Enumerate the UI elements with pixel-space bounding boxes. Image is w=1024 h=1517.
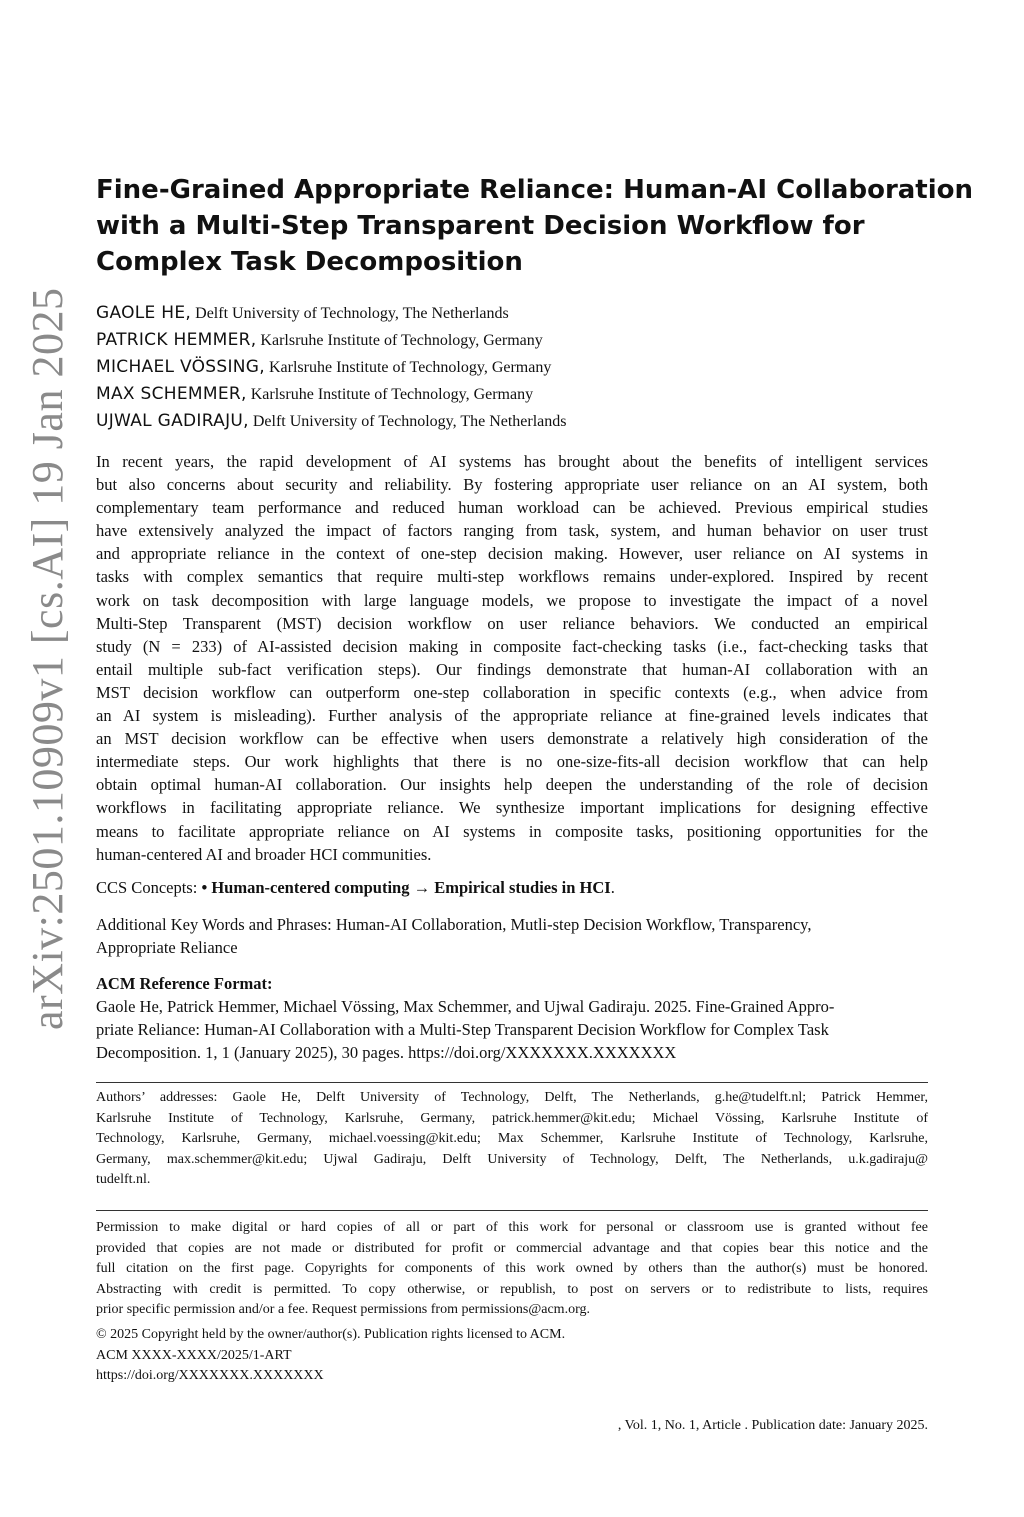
abstract-line: tasks with complex semantics that require multi-step workflows remains under-explored. Inspired by recent <box>96 567 928 587</box>
address-line: Technology, Karlsruhe, Germany, michael.voessing@kit.edu; Max Schemmer, Karlsruhe Institute of Technology, Karlsruhe, <box>96 1131 928 1146</box>
author-entry <box>96 354 936 381</box>
abstract <box>96 450 928 866</box>
abstract-line: MST decision workflow can outperform one-step collaboration in specific contexts (e.g., when advice from <box>96 682 928 702</box>
abstract-line: an MST decision workflow can be effective when users demonstrate a relatively high consideration of the <box>96 729 928 749</box>
address-line: Karlsruhe Institute of Technology, Karlsruhe, Germany, patrick.hemmer@kit.edu; Michael Vössing, Karlsruhe Institute of <box>96 1110 928 1126</box>
title-line: Complex Task Decomposition <box>96 247 523 277</box>
acm-reference-line: Decomposition. 1, 1 (January 2025), 30 pages. https://doi.org/XXXXXXX.XXXXXXX <box>96 1043 677 1062</box>
abstract-line: and appropriate reliance in the context of one-step decision making. However, user reliance on AI systems in <box>96 544 928 564</box>
author-name: GAOLE HE, <box>96 303 192 323</box>
title-line: with a Multi-Step Transparent Decision Workflow for <box>96 211 865 241</box>
author-name: UJWAL GADIRAJU, <box>96 411 249 431</box>
address-line: tudelft.nl. <box>96 1172 151 1187</box>
permission-line: prior specific permission and/or a fee. Request permissions from permissions@acm.org. <box>96 1302 590 1317</box>
permission-line: Abstracting with credit is permitted. To copy otherwise, or republish, to post on servers or to redistribute to lists, requires <box>96 1281 928 1297</box>
author-entry <box>96 381 936 408</box>
abstract-line: study (N = 233) of AI-assisted decision making in composite fact-checking tasks (i.e., fact-checking tasks that <box>96 636 928 656</box>
abstract-line: means to facilitate appropriate reliance on AI systems in composite tasks, positioning opportunities for the <box>96 821 928 841</box>
permission-line: Permission to make digital or hard copies of all or part of this work for personal or classroom use is granted without fee <box>96 1220 928 1235</box>
title-line: Fine-Grained Appropriate Reliance: Human-AI Collaboration <box>96 175 974 205</box>
abstract-line: human-centered AI and broader HCI communities. <box>96 844 432 864</box>
abstract-line: but also concerns about security and reliability. By fostering appropriate user reliance on an AI system, both <box>96 475 928 495</box>
permission-line: full citation on the first page. Copyrights for components of this work owned by others than the author(s) must be honored. <box>96 1261 928 1276</box>
acm-isbn-line: ACM XXXX-XXXX/2025/1-ART <box>96 1347 292 1363</box>
author-affiliation: Delft University of Technology, The Netherlands <box>195 305 509 322</box>
ccs-subconcept: Empirical studies in HCI <box>434 878 611 897</box>
author-entry <box>96 408 936 435</box>
ccs-label: CCS Concepts: <box>96 878 202 897</box>
keywords <box>96 913 928 959</box>
ccs-bullet: • <box>201 878 212 897</box>
abstract-line: work on task decomposition with large language models, we propose to investigate the impact of a novel <box>96 590 928 610</box>
abstract-line: Multi-Step Transparent (MST) decision workflow on user reliance behaviors. We conducted an empirical <box>96 613 928 633</box>
address-line: Authors’ addresses: Gaole He, Delft University of Technology, Delft, The Netherlands, g.he@tudelft.nl; Patrick Hemmer, <box>96 1090 928 1105</box>
permission-line: provided that copies are not made or distributed for profit or commercial advantage and that copies bear this notice and the <box>96 1240 928 1256</box>
ccs-arrow: → <box>409 878 435 897</box>
abstract-line: In recent years, the rapid development of AI systems has brought about the benefits of intelligent services <box>96 452 928 471</box>
author-affiliation: Karlsruhe Institute of Technology, Germany <box>250 386 534 403</box>
ccs-end: . <box>610 878 615 897</box>
author-name: MAX SCHEMMER, <box>96 384 247 404</box>
author-entry <box>96 300 936 327</box>
acm-reference-line: priate Reliance: Human-AI Collaboration with a Multi-Step Transparent Decision Workflow for Complex Task <box>96 1020 829 1039</box>
arxiv-side-stamp: arXiv:2501.10909v1 [cs.AI] 19 Jan 2025 <box>23 287 72 1030</box>
copyright-block <box>96 1325 928 1387</box>
address-line: Germany, max.schemmer@kit.edu; Ujwal Gadiraju, Delft University of Technology, Delft, The Netherlands, u.k.gadiraju@ <box>96 1151 928 1167</box>
abstract-line: obtain optimal human-AI collaboration. Our insights help deepen the understanding of the role of decision <box>96 775 928 795</box>
copyright-line: © 2025 Copyright held by the owner/author(s). Publication rights licensed to ACM. <box>96 1327 566 1342</box>
author-name: PATRICK HEMMER, <box>96 330 257 350</box>
abstract-line: have extensively analyzed the impact of factors ranging from task, system, and human behavior on user trust <box>96 521 928 541</box>
author-affiliation: Delft University of Technology, The Netherlands <box>252 413 567 430</box>
author-name: MICHAEL VÖSSING, <box>96 357 265 377</box>
author-affiliation: Karlsruhe Institute of Technology, Germany <box>268 359 552 376</box>
doi-line: https://doi.org/XXXXXXX.XXXXXXX <box>96 1368 324 1383</box>
abstract-line: complementary team performance and reduced human workload can be achieved. Previous empirical studies <box>96 498 928 518</box>
page-footer: , Vol. 1, No. 1, Article . Publication date: January 2025. <box>617 1418 928 1433</box>
ccs-line <box>96 876 928 899</box>
acm-reference-format <box>96 972 928 1064</box>
permission-divider <box>96 1210 928 1211</box>
abstract-line: workflows in facilitating appropriate reliance. We synthesize important implications for designing effective <box>96 798 928 818</box>
author-list <box>96 300 936 435</box>
abstract-line: intermediate steps. Our work highlights that there is no one-size-fits-all decision workflow that can help <box>96 752 928 772</box>
permission-notice <box>96 1218 928 1321</box>
author-entry <box>96 327 936 354</box>
ccs-concepts <box>96 876 928 899</box>
abstract-line: entail multiple sub-fact verification steps). Our findings demonstrate that human-AI collaboration with an <box>96 659 928 679</box>
paper-title <box>96 172 974 280</box>
footnote-divider <box>96 1082 928 1083</box>
acm-reference-heading: ACM Reference Format: <box>96 974 273 993</box>
author-affiliation: Karlsruhe Institute of Technology, Germany <box>260 332 543 349</box>
keywords-line: Appropriate Reliance <box>96 938 238 957</box>
keywords-line: Additional Key Words and Phrases: Human-AI Collaboration, Mutli-step Decision Workflow, Transparency, <box>96 915 812 934</box>
abstract-line: an AI system is misleading). Further analysis of the appropriate reliance at fine-grained levels indicates that <box>96 706 928 726</box>
acm-reference-line: Gaole He, Patrick Hemmer, Michael Vössing, Max Schemmer, and Ujwal Gadiraju. 2025. Fine-Grained Appro- <box>96 997 835 1016</box>
authors-addresses <box>96 1088 928 1191</box>
ccs-concept: Human-centered computing <box>211 878 410 897</box>
